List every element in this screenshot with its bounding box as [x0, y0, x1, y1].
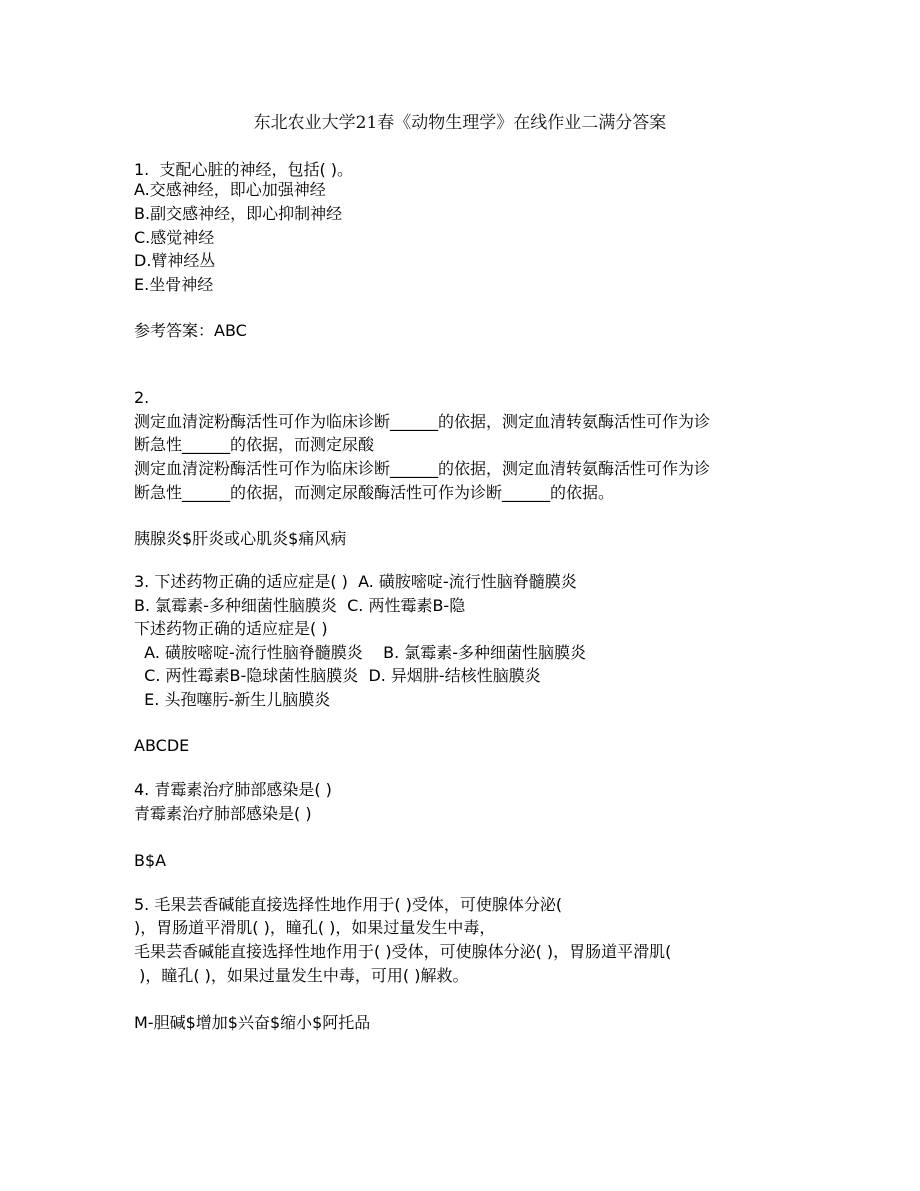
q5-answer: M-胆碱$增加$兴奋$缩小$阿托品 [134, 1013, 371, 1032]
q5-line: 毛果芸香碱能直接选择性地作用于( )受体，可使腺体分泌( )，胃肠道平滑肌( [134, 942, 672, 961]
q2-line: 测定血清淀粉酶活性可作为临床诊断______的依据，测定血清转氨酶活性可作为诊 [134, 412, 711, 431]
q2-line: 断急性______的依据，而测定尿酸 [134, 435, 375, 454]
q3-line: 下述药物正确的适应症是( ) [134, 619, 328, 638]
q1-option-e: E.坐骨神经 [134, 275, 214, 294]
q2-line: 断急性______的依据，而测定尿酸酶活性可作为诊断______的依据。 [134, 483, 615, 502]
q3-answer: ABCDE [134, 736, 190, 755]
q3-line: A. 磺胺嘧啶-流行性脑脊髓膜炎 B. 氯霉素-多种细菌性脑膜炎 [134, 643, 587, 662]
q1-option-a: A.交感神经，即心加强神经 [134, 180, 326, 199]
document-title: 东北农业大学21春《动物生理学》在线作业二满分答案 [253, 113, 667, 133]
q3-line: C. 两性霉素B-隐球菌性脑膜炎 D. 异烟肼-结核性脑膜炎 [134, 666, 541, 685]
q1-option-d: D.臂神经丛 [134, 251, 216, 270]
q4-answer: B$A [134, 851, 167, 870]
q3-line: E. 头孢噻肟-新生儿脑膜炎 [134, 690, 331, 709]
q1-option-c: C.感觉神经 [134, 228, 215, 247]
q5-line: )，胃肠道平滑肌( )，瞳孔( )，如果过量发生中毒， [134, 918, 496, 937]
q3-line: 3. 下述药物正确的适应症是( ) A. 磺胺嘧啶-流行性脑脊髓膜炎 [134, 572, 577, 591]
q4-line: 4. 青霉素治疗肺部感染是( ) [134, 780, 332, 799]
q1-answer: 参考答案：ABC [134, 321, 247, 340]
q5-line: 5. 毛果芸香碱能直接选择性地作用于( )受体，可使腺体分泌( [134, 895, 563, 914]
q2-line: 测定血清淀粉酶活性可作为临床诊断______的依据，测定血清转氨酶活性可作为诊 [134, 459, 711, 478]
q5-line: )，瞳孔( )，如果过量发生中毒，可用( )解救。 [134, 966, 469, 985]
q2-answer: 胰腺炎$肝炎或心肌炎$痛风病 [134, 529, 347, 548]
q3-line: B. 氯霉素-多种细菌性脑膜炎 C. 两性霉素B-隐 [134, 596, 466, 615]
q1-stem: 1. 支配心脏的神经，包括( )。 [134, 160, 354, 179]
q2-number: 2. [134, 388, 150, 407]
q1-option-b: B.副交感神经，即心抑制神经 [134, 204, 343, 223]
q4-line: 青霉素治疗肺部感染是( ) [134, 804, 312, 823]
